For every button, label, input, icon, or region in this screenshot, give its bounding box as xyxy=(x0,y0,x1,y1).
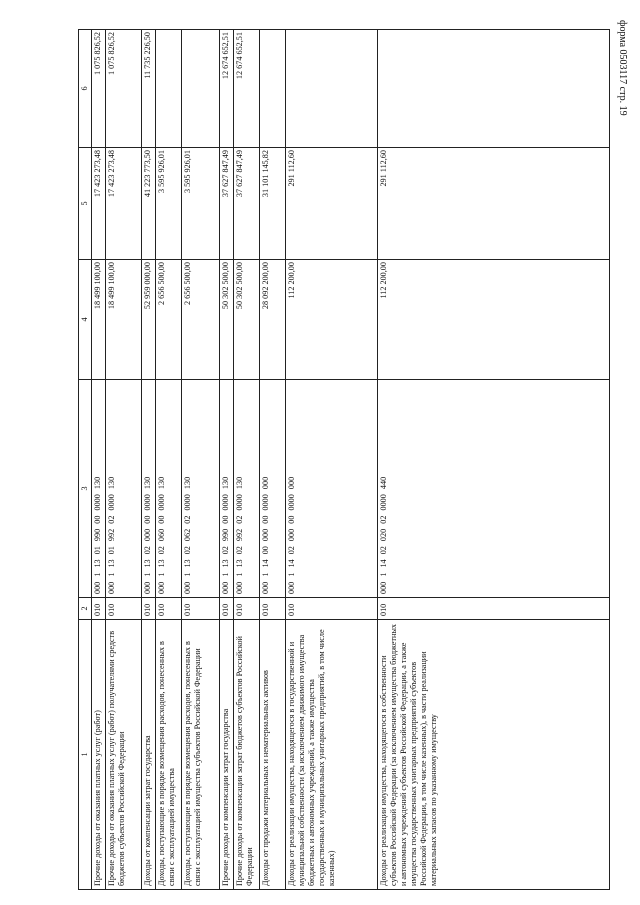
row-unexecuted: 11 735 226,50 xyxy=(142,30,156,148)
row-unexecuted xyxy=(286,30,378,148)
table-row xyxy=(378,30,610,890)
row-approved: 52 959 000,00 xyxy=(142,260,156,380)
col-header-2: 2 xyxy=(79,598,92,620)
table-row xyxy=(260,30,286,890)
row-name: Прочие доходы от оказания платных услуг (работ) получателями средств бюджетов субъектов Российской Федерации xyxy=(106,620,142,890)
row-unexecuted: 1 075 826,52 xyxy=(106,30,142,148)
row-name: Доходы от продажи материальных и нематериальных активов xyxy=(260,620,286,890)
row-approved: 112 200,00 xyxy=(286,260,378,380)
row-executed: 291 112,60 xyxy=(286,148,378,260)
row-budget-code: 000 1 13 02 062 02 0000 130 xyxy=(182,380,220,598)
row-approved: 112 200,00 xyxy=(378,260,610,380)
row-unexecuted xyxy=(378,30,610,148)
row-executed: 291 112,60 xyxy=(378,148,610,260)
row-line-code: 010 xyxy=(260,598,286,620)
table-row xyxy=(182,30,220,890)
row-budget-code: 000 1 14 02 000 00 0000 000 xyxy=(286,380,378,598)
col-header-1: 1 xyxy=(79,620,92,890)
row-budget-code: 000 1 13 02 992 02 0000 130 xyxy=(234,380,260,598)
row-approved: 2 656 500,00 xyxy=(182,260,220,380)
column-number-row xyxy=(79,30,92,890)
row-line-code: 010 xyxy=(92,598,106,620)
row-name: Доходы от реализации имущества, находящегося в собственности субъектов Российской Федерации (за исключением имущества бюджетных и автономных учреждений субъектов Российской Федерации, а также имущества государственных унитарных предприятий субъектов Российской Федерации, в том числе казенных), в части реализации материальных запасов по указанному имуществу xyxy=(378,620,610,890)
row-line-code: 010 xyxy=(156,598,182,620)
table-row xyxy=(92,30,106,890)
row-unexecuted: 12 674 652,51 xyxy=(220,30,234,148)
row-approved: 28 092 200,00 xyxy=(260,260,286,380)
row-executed: 37 627 847,49 xyxy=(220,148,234,260)
row-unexecuted xyxy=(260,30,286,148)
row-budget-code: 000 1 13 02 990 00 0000 130 xyxy=(220,380,234,598)
row-executed: 3 595 926,01 xyxy=(156,148,182,260)
row-line-code: 010 xyxy=(378,598,610,620)
row-unexecuted: 12 674 652,51 xyxy=(234,30,260,148)
row-approved: 50 302 500,00 xyxy=(234,260,260,380)
col-header-4: 4 xyxy=(79,260,92,380)
row-executed: 31 101 145,82 xyxy=(260,148,286,260)
col-header-3: 3 xyxy=(79,380,92,598)
row-approved: 18 499 100,00 xyxy=(92,260,106,380)
table-row xyxy=(156,30,182,890)
income-report-table xyxy=(78,29,610,890)
row-line-code: 010 xyxy=(182,598,220,620)
row-name: Доходы от компенсации затрат государства xyxy=(142,620,156,890)
row-budget-code: 000 1 14 02 020 02 0000 440 xyxy=(378,380,610,598)
row-executed: 17 423 273,48 xyxy=(106,148,142,260)
row-approved: 50 302 500,00 xyxy=(220,260,234,380)
row-budget-code: 000 1 14 00 000 00 0000 000 xyxy=(260,380,286,598)
table-row xyxy=(106,30,142,890)
row-line-code: 010 xyxy=(220,598,234,620)
row-name: Доходы, поступающие в порядке возмещения расходов, понесенных в связи с эксплуатацией имущества xyxy=(156,620,182,890)
row-budget-code: 000 1 13 02 000 00 0000 130 xyxy=(142,380,156,598)
row-approved: 2 656 500,00 xyxy=(156,260,182,380)
row-executed: 41 223 773,50 xyxy=(142,148,156,260)
row-unexecuted xyxy=(156,30,182,148)
row-name: Доходы от реализации имущества, находящегося в государственной и муниципальной собственности (за исключением движимого имущества бюджетных и автономных учреждений, а также имущества государственных и муниципальных унитарных предприятий, в том числе казенных) xyxy=(286,620,378,890)
report-table-rotated xyxy=(78,30,610,890)
row-line-code: 010 xyxy=(286,598,378,620)
col-header-5: 5 xyxy=(79,148,92,260)
row-executed: 3 595 926,01 xyxy=(182,148,220,260)
row-budget-code: 000 1 13 01 990 00 0000 130 xyxy=(92,380,106,598)
row-line-code: 010 xyxy=(234,598,260,620)
row-budget-code: 000 1 13 01 992 02 0000 130 xyxy=(106,380,142,598)
row-approved: 18 499 100,00 xyxy=(106,260,142,380)
row-executed: 17 423 273,48 xyxy=(92,148,106,260)
row-unexecuted xyxy=(182,30,220,148)
row-name: Прочие доходы от компенсации затрат государства xyxy=(220,620,234,890)
row-name: Прочие доходы от оказания платных услуг (работ) xyxy=(92,620,106,890)
row-line-code: 010 xyxy=(106,598,142,620)
row-line-code: 010 xyxy=(142,598,156,620)
col-header-6: 6 xyxy=(79,30,92,148)
table-row xyxy=(286,30,378,890)
form-page-label: форма 0503117 стр. 19 xyxy=(617,20,628,116)
row-unexecuted: 1 075 826,52 xyxy=(92,30,106,148)
row-name: Прочие доходы от компенсации затрат бюджетов субъектов Российской Федерации xyxy=(234,620,260,890)
table-row xyxy=(234,30,260,890)
table-row xyxy=(142,30,156,890)
row-executed: 37 627 847,49 xyxy=(234,148,260,260)
row-budget-code: 000 1 13 02 060 00 0000 130 xyxy=(156,380,182,598)
row-name: Доходы, поступающие в порядке возмещения расходов, понесенных в связи с эксплуатацией имущества субъектов Российской Федерации xyxy=(182,620,220,890)
table-row xyxy=(220,30,234,890)
